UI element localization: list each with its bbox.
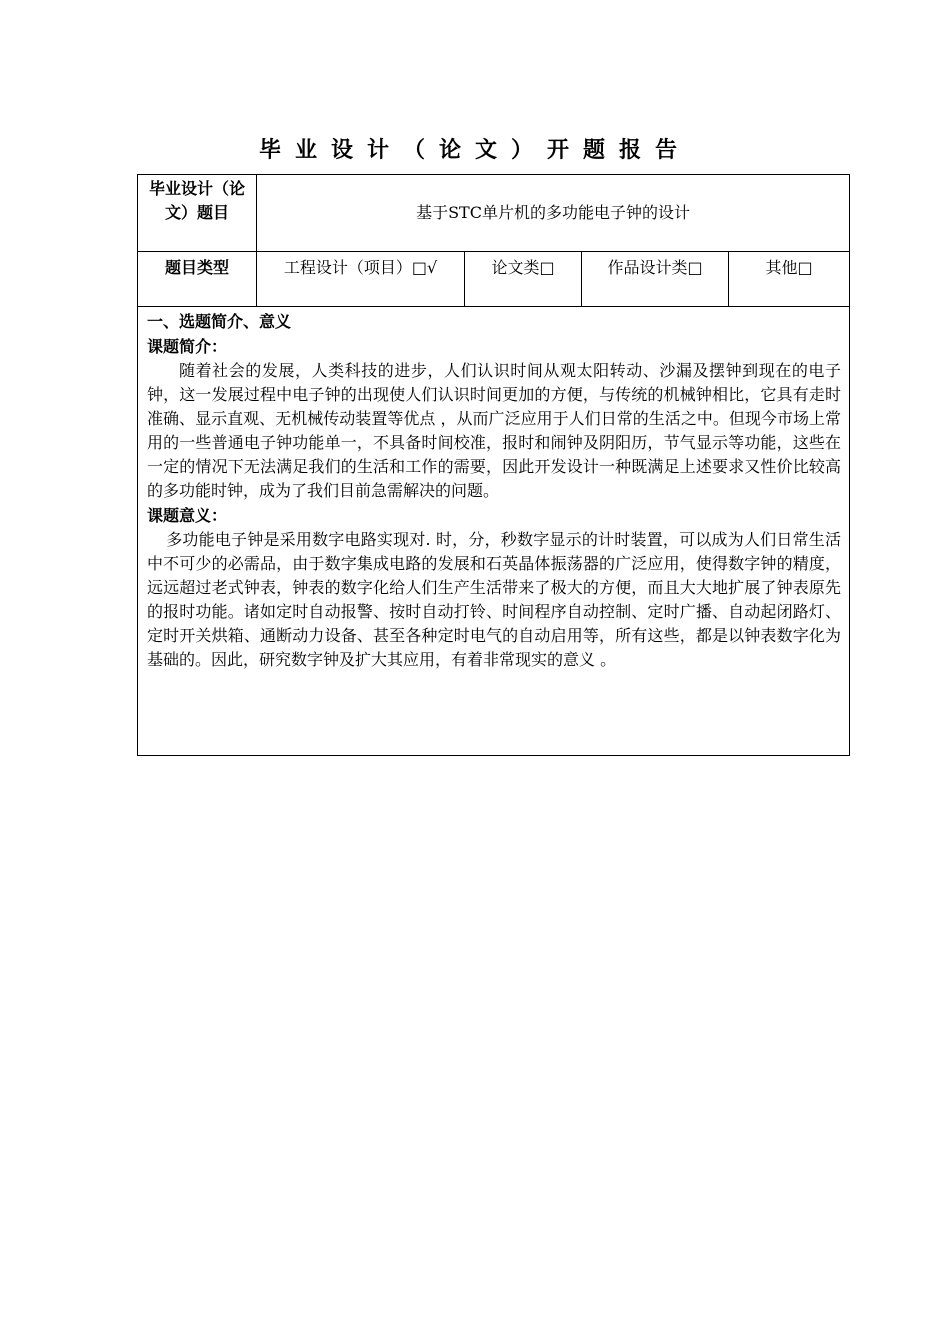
type-option-work-design: 作品设计类□ [582, 252, 729, 307]
thesis-title-label: 毕业设计（论文）题目 [138, 175, 257, 252]
thesis-title-value: 基于STC单片机的多功能电子钟的设计 [257, 175, 850, 252]
intro-paragraph: 随着社会的发展，人类科技的进步，人们认识时间从观太阳转动、沙漏及摆钟到现在的电子钟，这一发展过程中电子钟的出现使人们认识时间更加的方便，与传统的机械钟相比，它具有走时准确、显示直观、无机械传动装置等优点 ，从而广泛应用于人们日常的生活之中。但现今市场上常用的一些普通电子钟功能单一，不具备时间校准，报时和闹钟及阴阳历，节气显示等功能，这些在一定的情况下无法满足我们的生活和工作的需要，因此开发设计一种既满足上述要求又性价比较高的多功能时钟，成为了我们目前急需解决的问题。 [147, 361, 842, 500]
type-option-other: 其他□ [729, 252, 850, 307]
meaning-heading: 课题意义： [147, 506, 228, 525]
topic-type-label: 题目类型 [138, 252, 257, 307]
section-heading: 一、选题简介、意义 [147, 312, 292, 331]
type-option-thesis: 论文类□ [465, 252, 582, 307]
intro-heading: 课题简介： [147, 337, 228, 356]
type-option-engineering: 工程设计（项目）□√ [257, 252, 465, 307]
content-row [138, 307, 850, 756]
meaning-paragraph: 多功能电子钟是采用数字电路实现对. 时，分，秒数字显示的计时装置，可以成为人们日常生活中不可少的必需品，由于数字集成电路的发展和石英晶体振荡器的广泛应用，使得数字钟的精度，远远超过老式钟表，钟表的数字化给人们生产生活带来了极大的方便，而且大大地扩展了钟表原先的报时功能。诸如定时自动报警、按时自动打铃、时间程序自动控制、定时广播、自动起闭路灯、定时开关烘箱、通断动力设备、甚至各种定时电气的自动启用等，所有这些，都是以钟表数字化为基础的。因此，研究数字钟及扩大其应用，有着非常现实的意义 。 [147, 530, 842, 669]
type-row [138, 252, 850, 307]
content-cell [138, 307, 850, 756]
proposal-table [137, 174, 850, 756]
document-title: 毕业设计（论文）开题报告 [258, 138, 691, 163]
title-row [138, 175, 850, 252]
